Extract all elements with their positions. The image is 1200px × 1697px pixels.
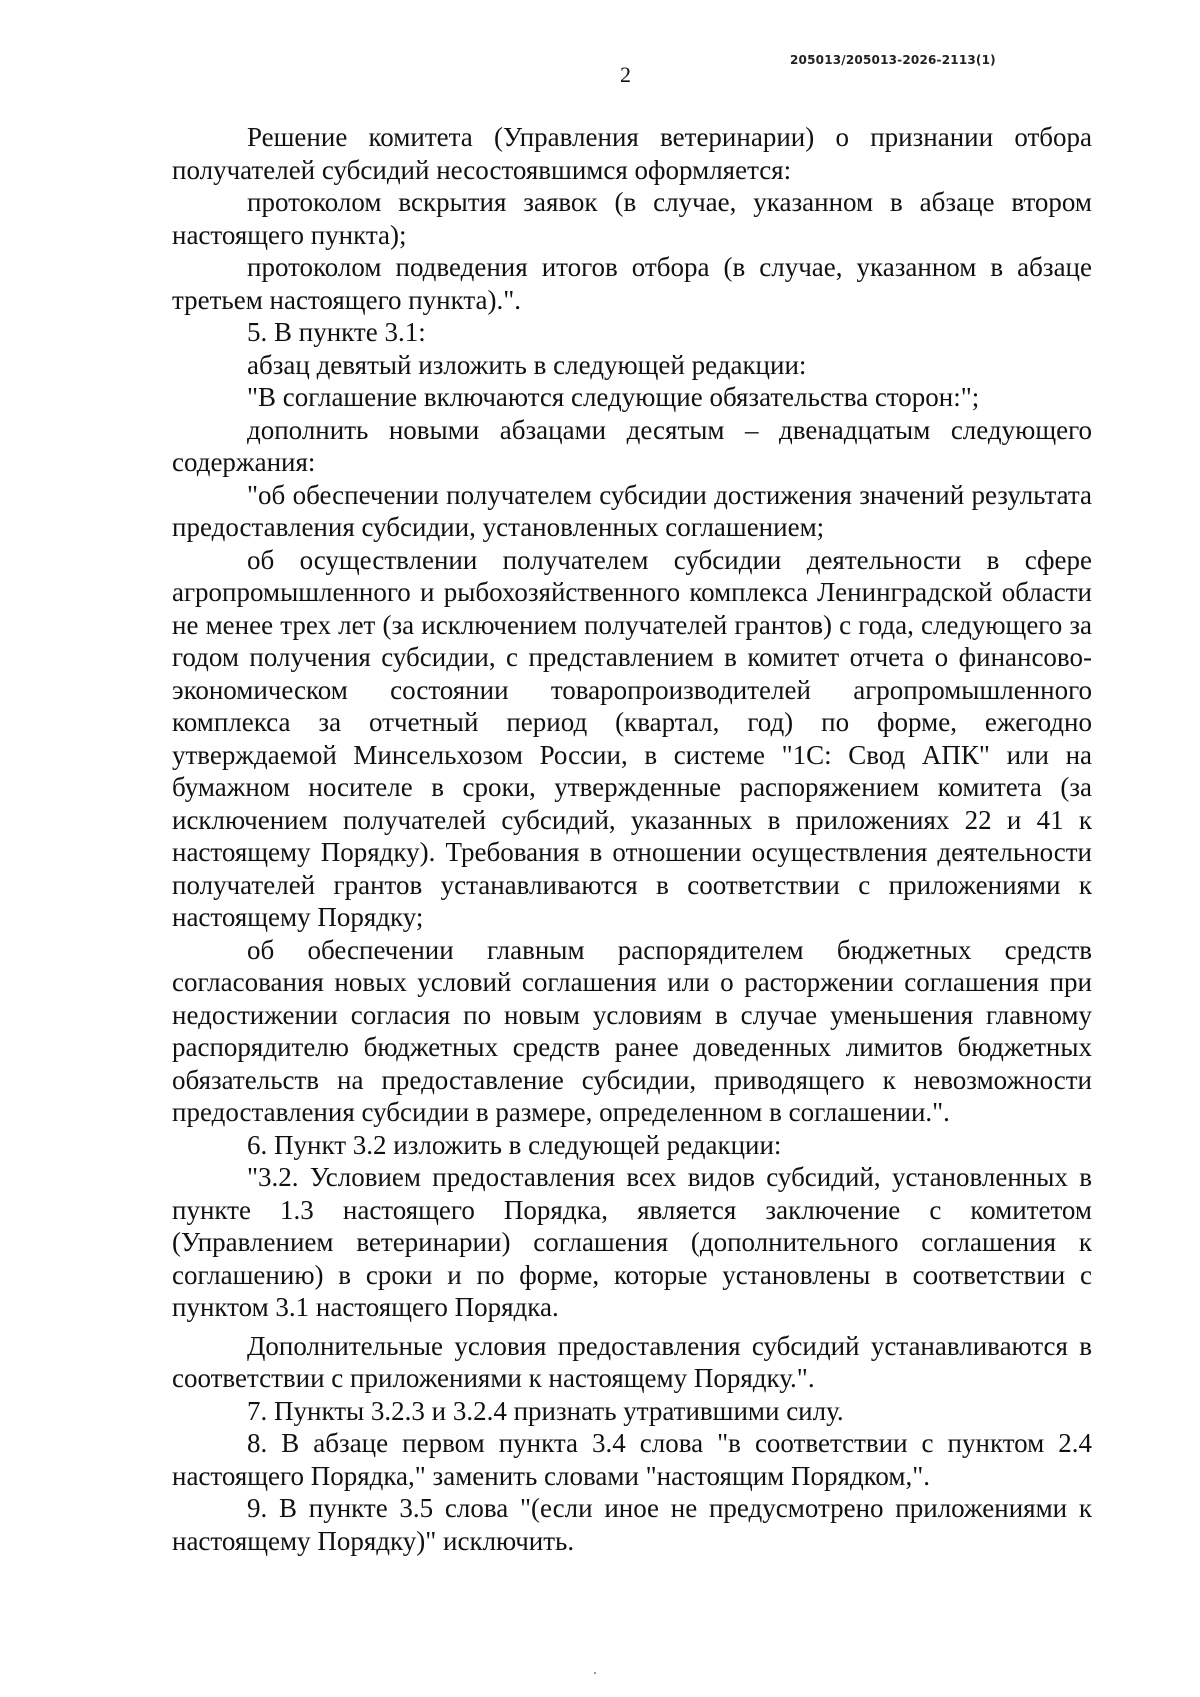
paragraph: "3.2. Условием предоставления всех видов субсидий, установленных в пункте 1.3 настоящего Порядка, является заключение с комитетом (Управлением ветеринарии) соглашения (дополнительного соглашения к соглашению) в сроки и по форме, которые установлены в соответствии с пунктом 3.1 настоящего Порядка. [172,1162,1092,1322]
paragraph: дополнить новыми абзацами десятым – двенадцатым следующего содержания: [172,414,1092,477]
paragraph: Дополнительные условия предоставления субсидий устанавливаются в соответствии с приложениями к настоящему Порядку.". [172,1330,1092,1393]
paragraph: протоколом подведения итогов отбора (в случае, указанном в абзаце третьем настоящего пункта).". [172,252,1092,315]
paragraph: 7. Пункты 3.2.3 и 3.2.4 признать утратившими силу. [247,1395,844,1426]
paragraph: "об обеспечении получателем субсидии достижения значений результата предоставления субсидии, установленных соглашением; [172,479,1092,542]
paragraph: 9. В пункте 3.5 слова "(если иное не предусмотрено приложениями к настоящему Порядку)" исключить. [172,1493,1092,1556]
paragraph: об обеспечении главным распорядителем бюджетных средств согласования новых условий соглашения или о расторжении соглашения при недостижении согласия по новым условиям в случае уменьшения главному распорядителю бюджетных средств ранее доведенных лимитов бюджетных обязательств на предоставление субсидии, приводящего к невозможности предоставления субсидии в размере, определенном в соглашении.". [172,934,1092,1127]
document-body [172,121,1092,1557]
paragraph: 8. В абзаце первом пункта 3.4 слова "в соответствии с пунктом 2.4 настоящего Порядка," заменить словами "настоящим Порядком,". [172,1428,1092,1491]
paragraph: абзац девятый изложить в следующей редакции: [247,349,807,380]
paragraph: 6. Пункт 3.2 изложить в следующей редакции: [247,1129,782,1160]
paragraph: протоколом вскрытия заявок (в случае, указанном в абзаце втором настоящего пункта); [172,187,1092,250]
paragraph: 5. В пункте 3.1: [247,317,426,347]
scan-speck [594,1672,596,1674]
page-number: 2 [620,62,631,87]
paragraph: Решение комитета (Управления ветеринарии) о признании отбора получателей субсидий несостоявшимся оформляется: [172,122,1092,185]
document-registration-number: 205013/205013-2026-2113(1) [790,53,996,67]
paragraph: об осуществлении получателем субсидии деятельности в сфере агропромышленного и рыбохозяйственного комплекса Ленинградской области не менее трех лет (за исключением получателей грантов) с года, следующего за годом получения субсидии, с представлением в комитет отчета о финансово-экономическом состоянии товаропроизводителей агропромышленного комплекса за отчетный период (квартал, год) по форме, ежегодно утверждаемой Минсельхозом России, в системе "1С: Свод АПК" или на бумажном носителе в сроки, утвержденные распоряжением комитета (за исключением получателей субсидий, указанных в приложениях 22 и 41 к настоящему Порядку). Требования в отношении осуществления деятельности получателей грантов устанавливаются в соответствии с приложениями к настоящему Порядку; [172,544,1092,932]
paragraph: "В соглашение включаются следующие обязательства сторон:"; [247,382,980,412]
